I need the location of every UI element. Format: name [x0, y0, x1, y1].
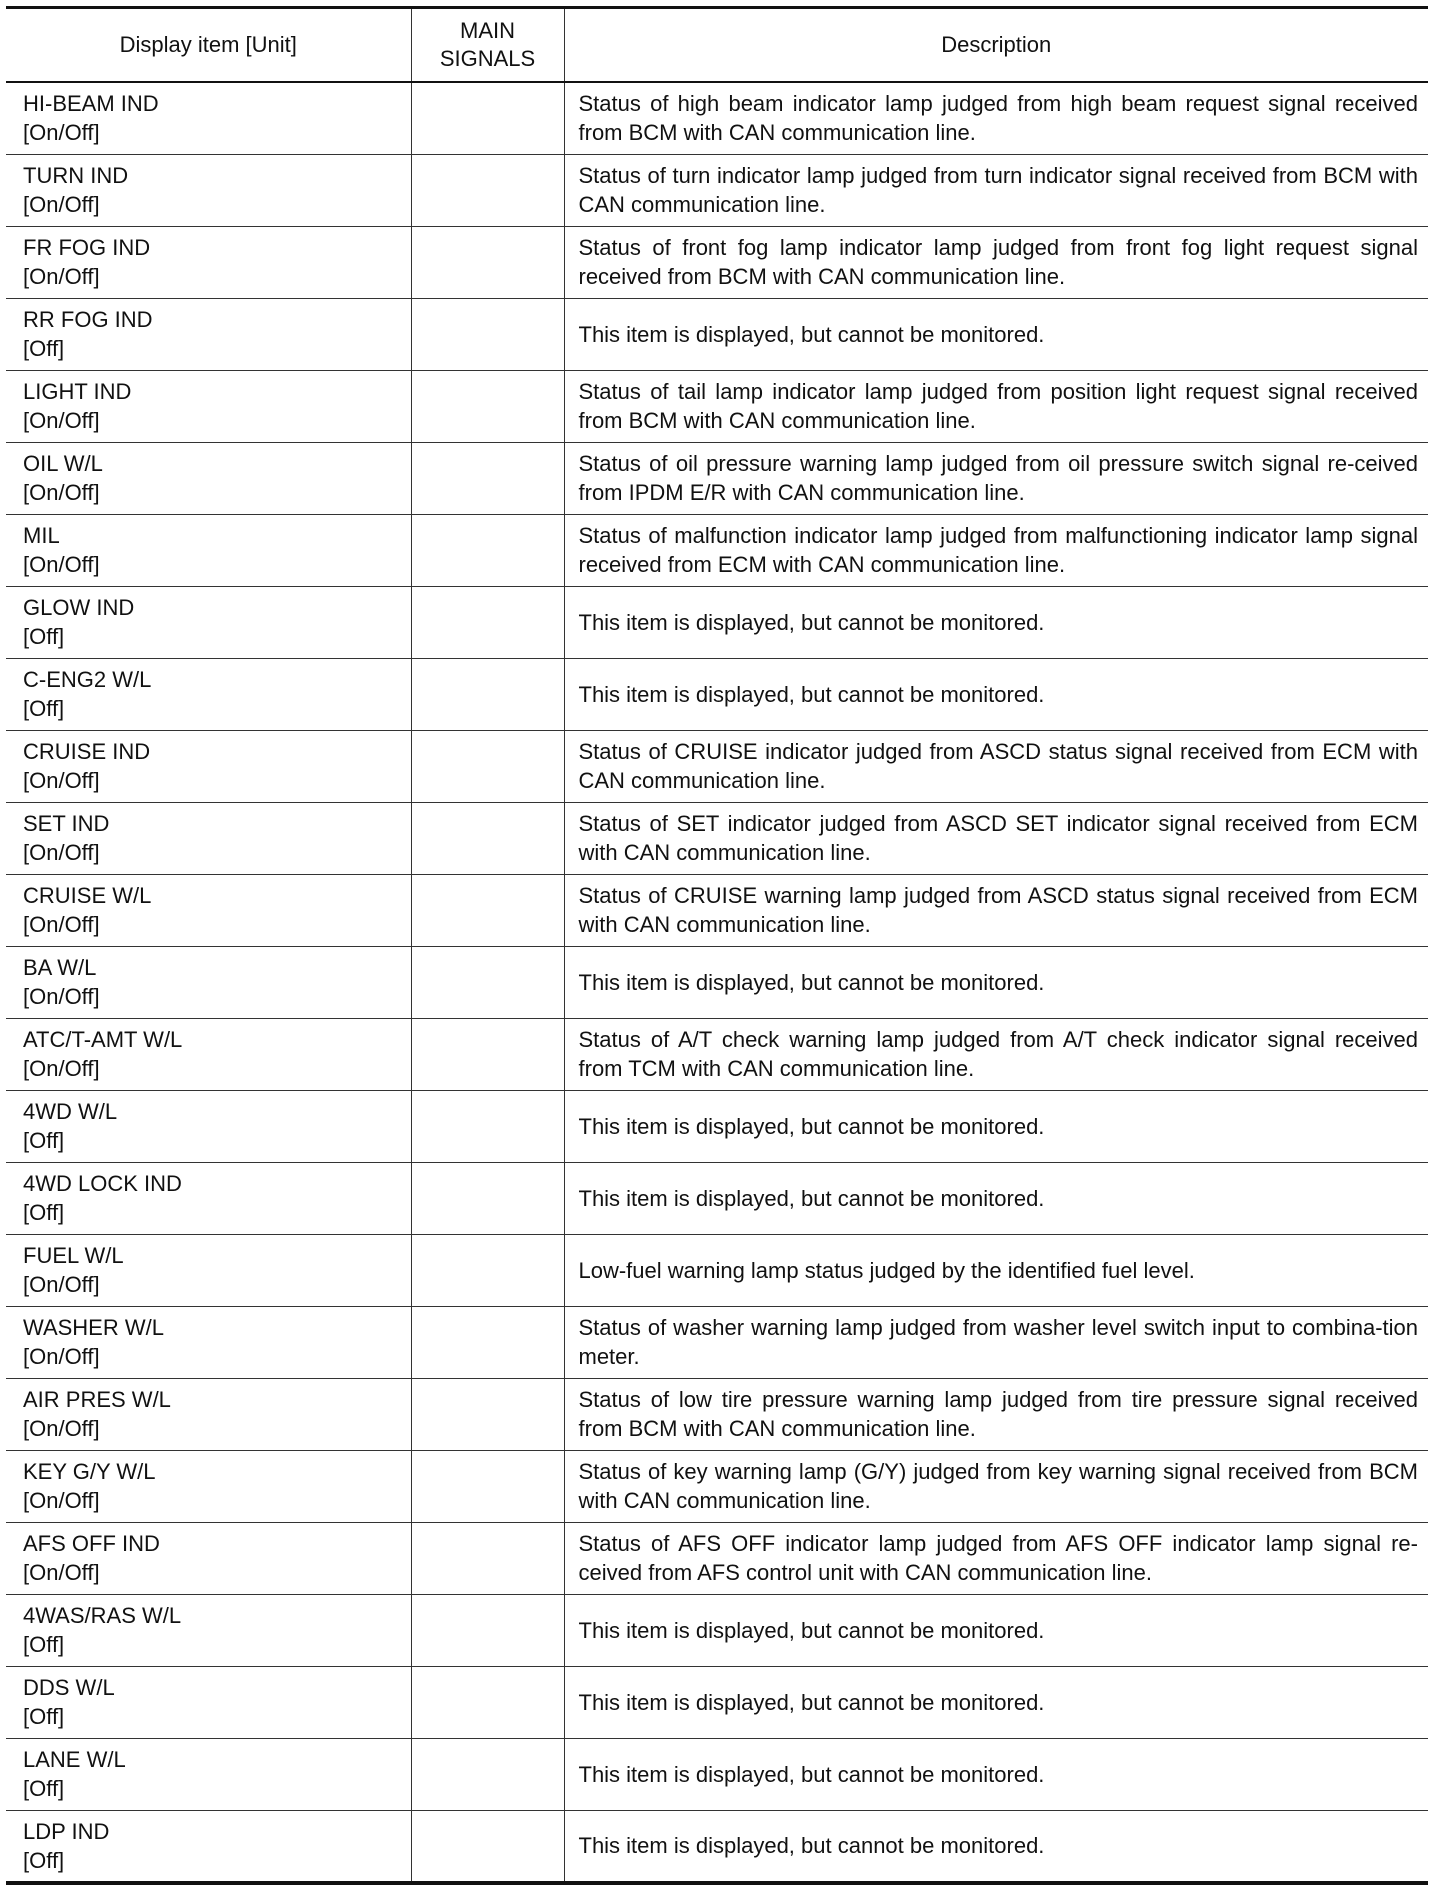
description-cell: This item is displayed, but cannot be monitored. [564, 298, 1428, 370]
description-cell: This item is displayed, but cannot be monitored. [564, 1810, 1428, 1883]
description-cell: This item is displayed, but cannot be monitored. [564, 1738, 1428, 1810]
display-item-cell [6, 370, 411, 442]
display-item-unit: [On/Off] [23, 912, 100, 937]
display-item-unit: [On/Off] [23, 1056, 100, 1081]
table-row [6, 1594, 1428, 1666]
main-signals-cell [411, 1378, 564, 1450]
display-item-unit: [Off] [23, 1632, 65, 1657]
table-row [6, 514, 1428, 586]
display-item-name: 4WD W/L [23, 1099, 118, 1124]
description-cell: This item is displayed, but cannot be monitored. [564, 586, 1428, 658]
display-item-cell [6, 730, 411, 802]
description-cell: Status of high beam indicator lamp judged from high beam request signal received from BCM with CAN communication line. [564, 82, 1428, 154]
display-item-unit: [On/Off] [23, 984, 100, 1009]
display-item-cell [6, 1306, 411, 1378]
display-item-unit: [On/Off] [23, 768, 100, 793]
display-item-name: OIL W/L [23, 451, 103, 476]
table-row [6, 370, 1428, 442]
display-item-table [6, 6, 1428, 1885]
table-row [6, 226, 1428, 298]
description-cell: Status of tail lamp indicator lamp judged from position light request signal received from BCM with CAN communication line. [564, 370, 1428, 442]
table-row [6, 874, 1428, 946]
table-row [6, 442, 1428, 514]
header-main-signals-line1: MAIN [460, 18, 515, 43]
display-item-unit: [On/Off] [23, 192, 100, 217]
table-row [6, 730, 1428, 802]
table-row [6, 82, 1428, 154]
description-cell: This item is displayed, but cannot be monitored. [564, 946, 1428, 1018]
display-item-cell [6, 1594, 411, 1666]
main-signals-cell [411, 874, 564, 946]
description-cell: Status of CRUISE warning lamp judged from ASCD status signal received from ECM with CAN communication line. [564, 874, 1428, 946]
display-item-cell [6, 514, 411, 586]
description-cell: Status of SET indicator judged from ASCD SET indicator signal received from ECM with CAN communication line. [564, 802, 1428, 874]
display-item-name: HI-BEAM IND [23, 91, 159, 117]
display-item-cell [6, 1018, 411, 1090]
main-signals-cell [411, 1234, 564, 1306]
display-item-name: AFS OFF IND [23, 1531, 160, 1556]
description-cell: Status of malfunction indicator lamp judged from malfunctioning indicator lamp signal received from ECM with CAN communication line. [564, 514, 1428, 586]
main-signals-cell [411, 226, 564, 298]
description-cell: This item is displayed, but cannot be monitored. [564, 658, 1428, 730]
display-item-cell [6, 1234, 411, 1306]
display-item-name: SET IND [23, 811, 110, 836]
display-item-unit: [On/Off] [23, 264, 100, 289]
display-item-unit: [Off] [23, 1776, 65, 1801]
header-display-item: Display item [Unit] [6, 8, 411, 83]
display-item-unit: [Off] [23, 1128, 65, 1153]
display-item-unit: [On/Off] [23, 1416, 100, 1441]
display-item-cell [6, 1378, 411, 1450]
main-signals-cell [411, 586, 564, 658]
document-page [6, 6, 1428, 1885]
description-cell: Status of CRUISE indicator judged from ASCD status signal received from ECM with CAN communication line. [564, 730, 1428, 802]
main-signals-cell [411, 730, 564, 802]
description-cell: Status of AFS OFF indicator lamp judged from AFS OFF indicator lamp signal re-ceived from AFS control unit with CAN communication line. [564, 1522, 1428, 1594]
display-item-unit: [On/Off] [23, 1560, 100, 1585]
display-item-name: GLOW IND [23, 595, 135, 620]
main-signals-cell [411, 1018, 564, 1090]
description-cell: This item is displayed, but cannot be monitored. [564, 1090, 1428, 1162]
display-item-cell [6, 946, 411, 1018]
description-cell: Status of low tire pressure warning lamp judged from tire pressure signal received from BCM with CAN communication line. [564, 1378, 1428, 1450]
table-row [6, 586, 1428, 658]
main-signals-cell [411, 1738, 564, 1810]
display-item-name: LANE W/L [23, 1747, 126, 1772]
table-row [6, 1450, 1428, 1522]
display-item-name: FR FOG IND [23, 235, 151, 260]
display-item-name: WASHER W/L [23, 1315, 164, 1340]
display-item-unit: [On/Off] [23, 1272, 100, 1297]
table-row [6, 946, 1428, 1018]
display-item-name: CRUISE IND [23, 739, 151, 764]
display-item-unit: [Off] [23, 1200, 65, 1225]
display-item-cell [6, 658, 411, 730]
display-item-name: DDS W/L [23, 1675, 115, 1700]
table-row [6, 1090, 1428, 1162]
display-item-cell [6, 1810, 411, 1883]
display-item-cell [6, 586, 411, 658]
display-item-cell [6, 442, 411, 514]
display-item-cell [6, 1666, 411, 1738]
header-main-signals-line2: SIGNALS [439, 46, 536, 71]
table-row [6, 154, 1428, 226]
main-signals-cell [411, 298, 564, 370]
display-item-name: TURN IND [23, 163, 129, 188]
display-item-cell [6, 226, 411, 298]
display-item-unit: [Off] [23, 1847, 65, 1873]
display-item-name: LDP IND [23, 1818, 110, 1844]
description-cell: This item is displayed, but cannot be monitored. [564, 1666, 1428, 1738]
display-item-unit: [On/Off] [23, 840, 100, 865]
display-item-name: LIGHT IND [23, 379, 132, 404]
main-signals-cell [411, 1306, 564, 1378]
display-item-name: AIR PRES W/L [23, 1387, 171, 1412]
table-row [6, 1738, 1428, 1810]
table-row [6, 298, 1428, 370]
table-row [6, 802, 1428, 874]
table-row [6, 1666, 1428, 1738]
main-signals-cell [411, 1594, 564, 1666]
table-row [6, 1378, 1428, 1450]
display-item-name: KEY G/Y W/L [23, 1459, 156, 1484]
description-cell: This item is displayed, but cannot be monitored. [564, 1162, 1428, 1234]
display-item-unit: [On/Off] [23, 408, 100, 433]
display-item-cell [6, 298, 411, 370]
display-item-unit: [Off] [23, 336, 65, 361]
display-item-unit: [On/Off] [23, 120, 100, 146]
header-description: Description [564, 8, 1428, 83]
description-cell: Low-fuel warning lamp status judged by the identified fuel level. [564, 1234, 1428, 1306]
main-signals-cell [411, 802, 564, 874]
display-item-cell [6, 1090, 411, 1162]
main-signals-cell [411, 82, 564, 154]
display-item-unit: [Off] [23, 696, 65, 721]
display-item-name: BA W/L [23, 955, 97, 980]
table-row [6, 1810, 1428, 1883]
main-signals-cell [411, 514, 564, 586]
header-row [6, 8, 1428, 83]
display-item-cell [6, 154, 411, 226]
display-item-name: MIL [23, 523, 60, 548]
description-cell: Status of A/T check warning lamp judged from A/T check indicator signal received from TCM with CAN communication line. [564, 1018, 1428, 1090]
display-item-name: 4WD LOCK IND [23, 1171, 182, 1196]
main-signals-cell [411, 1162, 564, 1234]
display-item-cell [6, 874, 411, 946]
display-item-cell [6, 1450, 411, 1522]
display-item-name: C-ENG2 W/L [23, 667, 152, 692]
main-signals-cell [411, 442, 564, 514]
display-item-name: RR FOG IND [23, 307, 153, 332]
table-row [6, 1018, 1428, 1090]
display-item-unit: [Off] [23, 1704, 65, 1729]
main-signals-cell [411, 1522, 564, 1594]
display-item-name: 4WAS/RAS W/L [23, 1603, 182, 1628]
main-signals-cell [411, 1450, 564, 1522]
display-item-unit: [On/Off] [23, 1488, 100, 1513]
main-signals-cell [411, 370, 564, 442]
display-item-cell [6, 1162, 411, 1234]
main-signals-cell [411, 1810, 564, 1883]
table-body [6, 82, 1428, 1883]
description-cell: Status of washer warning lamp judged from washer level switch input to combina-tion meter. [564, 1306, 1428, 1378]
display-item-unit: [On/Off] [23, 552, 100, 577]
main-signals-cell [411, 154, 564, 226]
display-item-unit: [Off] [23, 624, 65, 649]
display-item-unit: [On/Off] [23, 480, 100, 505]
description-cell: Status of turn indicator lamp judged from turn indicator signal received from BCM with CAN communication line. [564, 154, 1428, 226]
main-signals-cell [411, 946, 564, 1018]
table-row [6, 658, 1428, 730]
main-signals-cell [411, 1666, 564, 1738]
description-cell: Status of key warning lamp (G/Y) judged from key warning signal received from BCM with CAN communication line. [564, 1450, 1428, 1522]
header-main-signals [411, 8, 564, 83]
description-cell: This item is displayed, but cannot be monitored. [564, 1594, 1428, 1666]
main-signals-cell [411, 658, 564, 730]
main-signals-cell [411, 1090, 564, 1162]
display-item-name: CRUISE W/L [23, 883, 152, 908]
display-item-unit: [On/Off] [23, 1344, 100, 1369]
description-cell: Status of front fog lamp indicator lamp judged from front fog light request signal received from BCM with CAN communication line. [564, 226, 1428, 298]
table-row [6, 1522, 1428, 1594]
display-item-name: FUEL W/L [23, 1243, 124, 1268]
table-row [6, 1306, 1428, 1378]
display-item-cell [6, 1738, 411, 1810]
display-item-name: ATC/T-AMT W/L [23, 1027, 183, 1052]
table-row [6, 1162, 1428, 1234]
table-header [6, 8, 1428, 83]
display-item-cell [6, 1522, 411, 1594]
description-cell: Status of oil pressure warning lamp judged from oil pressure switch signal re-ceived from IPDM E/R with CAN communication line. [564, 442, 1428, 514]
table-row [6, 1234, 1428, 1306]
display-item-cell [6, 82, 411, 154]
display-item-cell [6, 802, 411, 874]
